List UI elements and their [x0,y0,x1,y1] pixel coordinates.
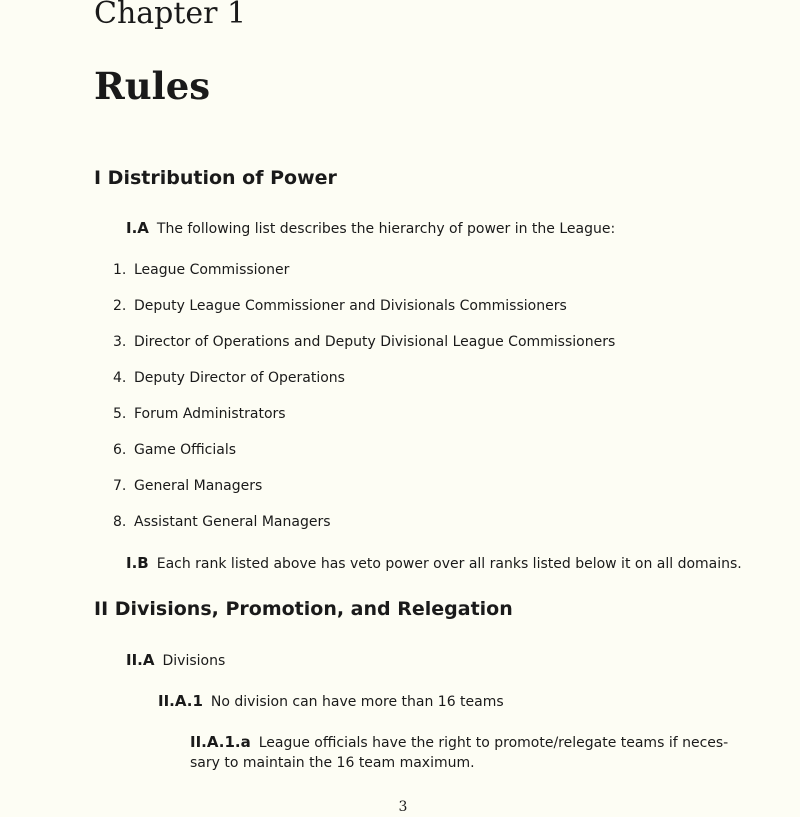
list-item-text: Deputy Director of Operations [134,370,345,386]
paragraph-II-A-1-a [190,732,730,773]
list-marker: 8. [113,514,127,530]
list-item [113,476,262,496]
page-number: 3 [398,799,408,815]
section-heading-distribution-of-power: I Distribution of Power [94,167,337,189]
list-marker: 5. [113,406,127,422]
list-marker: 3. [113,334,127,350]
paragraph-number: II.A [126,651,155,669]
list-item-text: Deputy League Commissioner and Divisionals Commissioners [134,298,567,314]
list-item-text: League Commissioner [134,262,290,278]
paragraph-II-A-1 [158,691,504,712]
list-marker: 1. [113,262,127,278]
paragraph-number: II.A.1 [158,692,203,710]
list-item-text: Assistant General Managers [134,514,331,530]
list-marker: 6. [113,442,127,458]
list-marker: 4. [113,370,127,386]
paragraph-text: League officials have the right to promote/relegate teams if neces- sary to maintain the 16 team maximum. [190,735,729,771]
list-item [113,404,286,424]
list-item-text: Forum Administrators [134,406,286,422]
list-item [113,512,331,532]
paragraph-I-A [126,218,615,239]
paragraph-I-B [126,553,742,574]
paragraph-text: No division can have more than 16 teams [210,694,504,710]
paragraph-number: I.B [126,554,149,572]
list-marker: 7. [113,478,127,494]
paragraph-text: Divisions [162,653,226,669]
chapter-label: Chapter 1 [94,0,247,31]
paragraph-text: Each rank listed above has veto power over all ranks listed below it on all domains. [156,556,742,572]
list-item [113,296,567,316]
list-item-text: Game Officials [134,442,237,458]
list-item [113,260,289,280]
list-item [113,332,615,352]
section-heading-divisions: II Divisions, Promotion, and Relegation [94,598,513,620]
list-marker: 2. [113,298,127,314]
list-item-text: General Managers [134,478,263,494]
paragraph-number: II.A.1.a [190,733,251,751]
paragraph-II-A [126,650,225,671]
list-item [113,368,345,388]
paragraph-text: The following list describes the hierarchy of power in the League: [156,221,616,237]
list-item-text: Director of Operations and Deputy Divisional League Commissioners [134,334,616,350]
list-item [113,440,236,460]
chapter-title: Rules [94,64,211,108]
paragraph-number: I.A [126,219,149,237]
